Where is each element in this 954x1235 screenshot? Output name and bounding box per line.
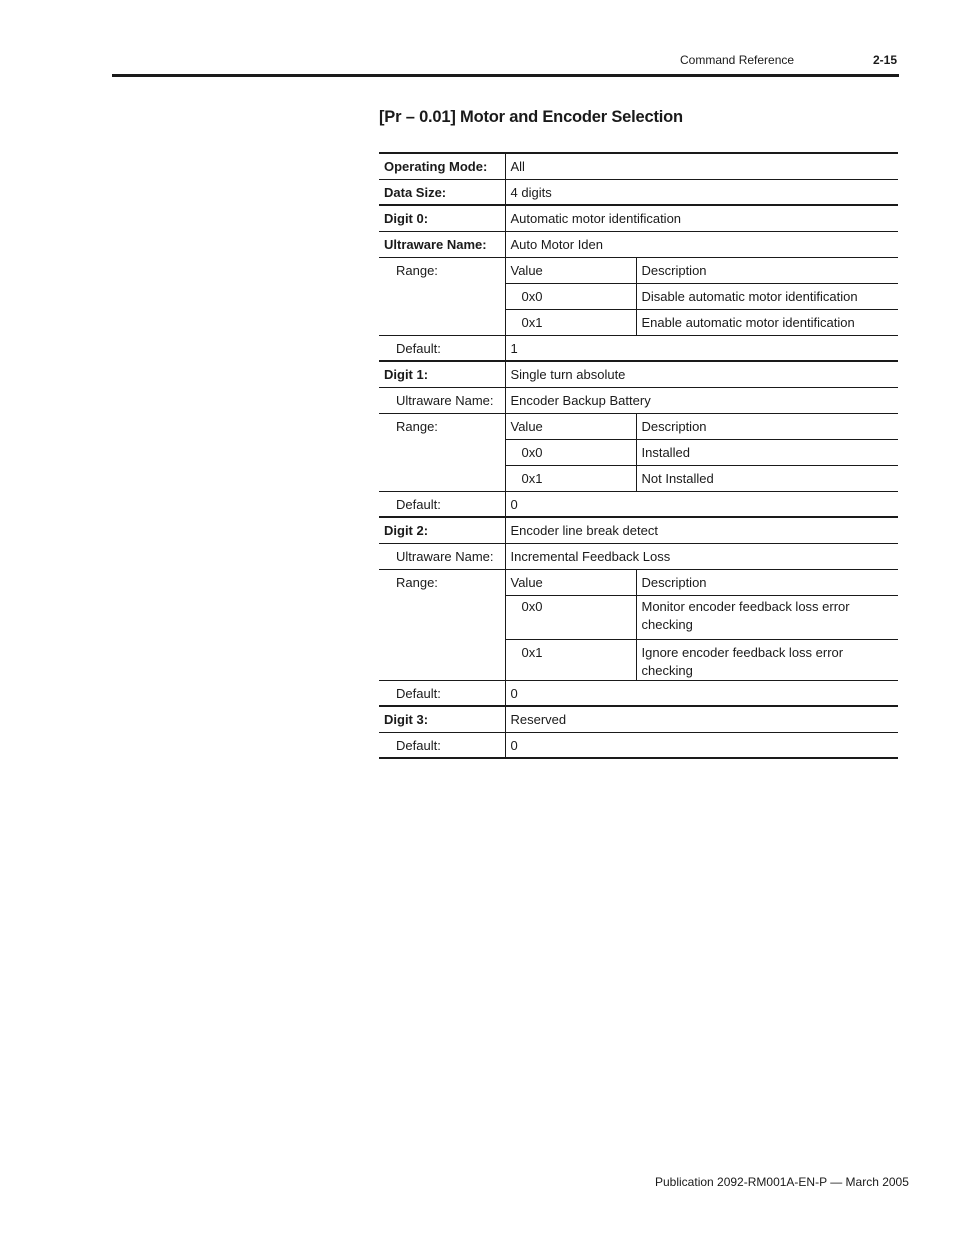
table-row	[379, 387, 898, 413]
range-value: 0x1	[505, 639, 636, 680]
digit3-default-value: 0	[505, 732, 898, 758]
digit1-default-label: Default:	[379, 491, 505, 517]
range-description: Ignore encoder feedback loss error checking	[636, 639, 898, 680]
digit1-ultraware-value: Encoder Backup Battery	[505, 387, 898, 413]
digit3-value: Reserved	[505, 706, 898, 732]
range-value: 0x1	[505, 465, 636, 491]
digit1-default-value: 0	[505, 491, 898, 517]
table-row	[379, 361, 898, 387]
operating-mode-label: Operating Mode:	[379, 153, 505, 179]
digit1-value: Single turn absolute	[505, 361, 898, 387]
range-value-header: Value	[505, 257, 636, 283]
range-value: 0x1	[505, 309, 636, 335]
range-description: Disable automatic motor identification	[636, 283, 898, 309]
digit0-label: Digit 0:	[379, 205, 505, 231]
digit0-range-label: Range:	[379, 257, 505, 335]
table-row	[379, 732, 898, 758]
digit0-default-label: Default:	[379, 335, 505, 361]
table-row	[379, 569, 898, 595]
digit1-label: Digit 1:	[379, 361, 505, 387]
page-number: 2-15	[873, 53, 898, 67]
range-description-header: Description	[636, 413, 898, 439]
section-title: [Pr – 0.01] Motor and Encoder Selection	[379, 108, 683, 126]
table-row	[379, 179, 898, 205]
operating-mode-value: All	[505, 153, 898, 179]
data-size-label: Data Size:	[379, 179, 505, 205]
digit3-default-label: Default:	[379, 732, 505, 758]
table-row	[379, 517, 898, 543]
table-row	[379, 205, 898, 231]
digit1-range-label: Range:	[379, 413, 505, 491]
table-row	[379, 706, 898, 732]
range-description: Not Installed	[636, 465, 898, 491]
publication-footer: Publication 2092-RM001A-EN-P — March 2005	[655, 1175, 909, 1189]
table-row	[379, 543, 898, 569]
digit0-value: Automatic motor identification	[505, 205, 898, 231]
range-description: Installed	[636, 439, 898, 465]
range-value-header: Value	[505, 413, 636, 439]
digit2-value: Encoder line break detect	[505, 517, 898, 543]
digit1-ultraware-label: Ultraware Name:	[379, 387, 505, 413]
range-value: 0x0	[505, 439, 636, 465]
digit3-label: Digit 3:	[379, 706, 505, 732]
digit2-ultraware-value: Incremental Feedback Loss	[505, 543, 898, 569]
range-value-header: Value	[505, 569, 636, 595]
range-description-header: Description	[636, 257, 898, 283]
digit0-ultraware-value: Auto Motor Iden	[505, 231, 898, 257]
range-description: Enable automatic motor identification	[636, 309, 898, 335]
digit2-label: Digit 2:	[379, 517, 505, 543]
parameter-table	[379, 152, 898, 759]
digit2-ultraware-label: Ultraware Name:	[379, 543, 505, 569]
digit2-default-label: Default:	[379, 680, 505, 706]
data-size-value: 4 digits	[505, 179, 898, 205]
table-row	[379, 491, 898, 517]
header-rule	[112, 74, 899, 77]
table-row	[379, 680, 898, 706]
table-row	[379, 413, 898, 439]
digit0-default-value: 1	[505, 335, 898, 361]
table-row	[379, 335, 898, 361]
range-value: 0x0	[505, 595, 636, 639]
table-row	[379, 153, 898, 179]
digit2-default-value: 0	[505, 680, 898, 706]
range-value: 0x0	[505, 283, 636, 309]
range-description: Monitor encoder feedback loss error checking	[636, 595, 898, 639]
range-description-header: Description	[636, 569, 898, 595]
digit2-range-label: Range:	[379, 569, 505, 680]
table-row	[379, 257, 898, 283]
running-header-section: Command Reference	[680, 53, 795, 67]
digit0-ultraware-label: Ultraware Name:	[379, 231, 505, 257]
table-row	[379, 231, 898, 257]
